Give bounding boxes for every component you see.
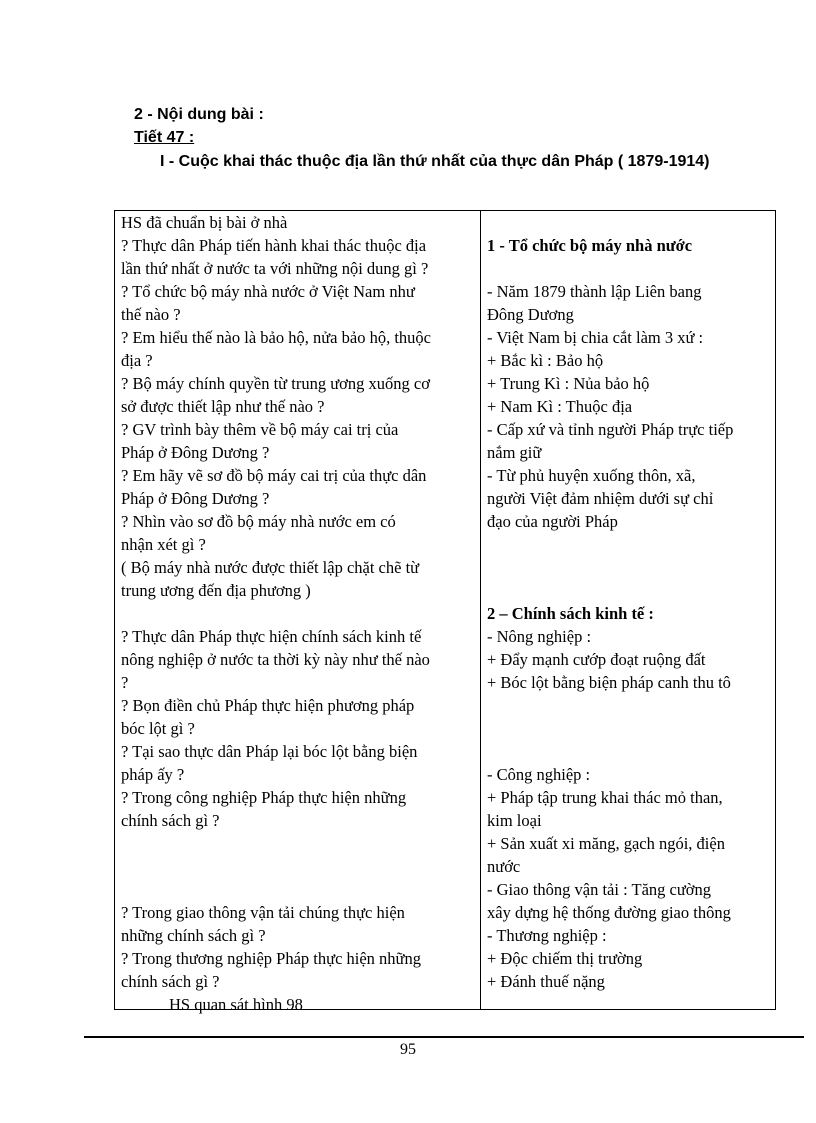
question-line: sở được thiết lập như thế nào ? [121,397,325,416]
question-line: ? Thực dân Pháp tiến hành khai thác thuộc địa [121,236,427,255]
question-line: chính sách gì ? [121,972,220,991]
answer-line: + Nam Kì : Thuộc địa [487,397,633,416]
question-line: HS quan sát hình 98 [169,995,303,1014]
answer-line: - Từ phủ huyện xuống thôn, xã, [487,466,696,485]
question-line: trung ương đến địa phương ) [121,581,311,600]
question-line: những chính sách gì ? [121,926,266,945]
question-line: địa ? [121,351,153,370]
question-line: ? Thực dân Pháp thực hiện chính sách kinh tế [121,627,422,646]
answer-line: xây dựng hệ thống đường giao thông [487,903,731,922]
question-line: HS đã chuẩn bị bài ở nhà [121,213,288,232]
answer-line: + Đẩy mạnh cướp đoạt ruộng đất [487,650,706,669]
answer-line: + Đánh thuế nặng [487,972,605,991]
question-line: thế nào ? [121,305,181,324]
question-line: ? Bộ máy chính quyền từ trung ương xuống cơ [121,374,430,393]
question-line: ? Tổ chức bộ máy nhà nước ở Việt Nam như [121,282,415,301]
answer-line: người Việt đảm nhiệm dưới sự chỉ [487,489,714,508]
question-line: ? Nhìn vào sơ đồ bộ máy nhà nước em có [121,512,396,531]
question-line: ? Bọn điền chủ Pháp thực hiện phương pháp [121,696,415,715]
answer-line: + Trung Kì : Nủa bảo hộ [487,374,650,393]
question-line: ? Trong công nghiệp Pháp thực hiện những [121,788,407,807]
question-line: ( Bộ máy nhà nước được thiết lập chặt chẽ từ [121,558,420,577]
column-divider [480,211,481,1009]
answer-line: Đông Dương [487,305,574,324]
footer-rule [84,1036,804,1038]
answer-line: + Độc chiếm thị trường [487,949,643,968]
answer-line: - Thương nghiệp : [487,926,607,945]
question-line: ? Em hãy vẽ sơ đồ bộ máy cai trị của thực dân [121,466,427,485]
question-line: ? [121,673,129,692]
answer-line: - Giao thông vận tải : Tăng cường [487,880,712,899]
part-heading: I - Cuộc khai thác thuộc địa lần thứ nhất của thực dân Pháp ( 1879-1914) [160,153,710,170]
section-heading: 2 - Nội dung bài : [134,106,264,123]
question-line: nông nghiệp ở nước ta thời kỳ này như thế nào [121,650,430,669]
question-line: ? Tại sao thực dân Pháp lại bóc lột bằng biện [121,742,418,761]
answer-line: + Sản xuất xi măng, gạch ngói, điện [487,834,725,853]
answer-line: + Pháp tập trung khai thác mỏ than, [487,788,723,807]
question-line: ? Trong thương nghiệp Pháp thực hiện những [121,949,422,968]
question-line: Pháp ở Đông Dương ? [121,489,270,508]
question-line: Pháp ở Đông Dương ? [121,443,270,462]
answer-line: - Việt Nam bị chia cắt làm 3 xứ : [487,328,704,347]
answer-line: - Năm 1879 thành lập Liên bang [487,282,702,301]
answer-line: đạo của người Pháp [487,512,618,531]
question-line: nhận xét gì ? [121,535,206,554]
subsection-heading: 2 – Chính sách kinh tế : [487,604,654,623]
lesson-heading: Tiết 47 : [134,129,195,146]
answer-line: + Bóc lột bằng biện pháp canh thu tô [487,673,731,692]
question-line: chính sách gì ? [121,811,220,830]
question-line: lần thứ nhất ở nước ta với những nội dung gì ? [121,259,429,278]
page-number: 95 [400,1041,416,1058]
question-line: ? GV trình bày thêm về bộ máy cai trị của [121,420,399,439]
content-table [114,210,776,1014]
answer-line: + Bắc kì : Bảo hộ [487,351,604,370]
answer-line: - Nông nghiệp : [487,627,592,646]
answer-line: nắm giữ [487,443,542,462]
subsection-heading: 1 - Tổ chức bộ máy nhà nước [487,236,693,255]
answer-line: - Cấp xứ và tỉnh người Pháp trực tiếp [487,420,734,439]
answer-line: nước [487,857,521,876]
answer-line: kim loại [487,811,542,830]
question-line: bóc lột gì ? [121,719,195,738]
answer-line: - Công nghiệp : [487,765,591,784]
question-line: ? Em hiểu thế nào là bảo hộ, nửa bảo hộ, thuộc [121,328,431,347]
question-line: ? Trong giao thông vận tải chúng thực hiện [121,903,405,922]
question-line: pháp ấy ? [121,765,185,784]
